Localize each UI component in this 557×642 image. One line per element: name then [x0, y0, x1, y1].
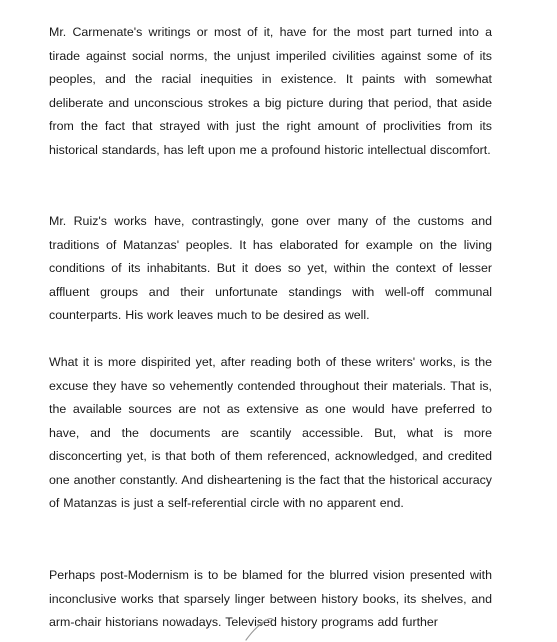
paragraph-sources: What it is more dispirited yet, after reading both of these writers' works, is the excuse they have so vehemently contended throughout their materials. That is, the available sources are not as extensive as one would have preferred to have, and the documents are scantily accessible. But, what is more disconcerting yet, is that both of them referenced, acknowledged, and credited one another constantly. And disheartening is the fact that the historical accuracy of Matanzas is just a self-referential circle with no apparent end.: [49, 355, 492, 510]
paragraph-carmenate: Mr. Carmenate's writings or most of it, have for the most part turned into a tirade against social norms, the unjust imperiled civilities against some of its peoples, and the racial inequities in existence. It paints with somewhat deliberate and unconscious strokes a big picture during that period, that aside from the fact that strayed with just the right amount of proclivities from its historical standards, has left upon me a profound historic intellectual discomfort.: [49, 25, 492, 157]
paragraph-post-modernism: Perhaps post-Modernism is to be blamed for the blurred vision presented with inconclusive works that sparsely linger between history books, its shelves, and arm-chair historians nowadays. Televised history programs add further: [49, 568, 492, 629]
paragraph-ruiz: Mr. Ruiz's works have, contrastingly, gone over many of the customs and traditions of Matanzas' peoples. It has elaborated for example on the living conditions of its inhabitants. But it does so yet, within the context of lesser affluent groups and their unfortunate standings with well-off communal counterparts. His work leaves much to be desired as well.: [49, 214, 492, 322]
